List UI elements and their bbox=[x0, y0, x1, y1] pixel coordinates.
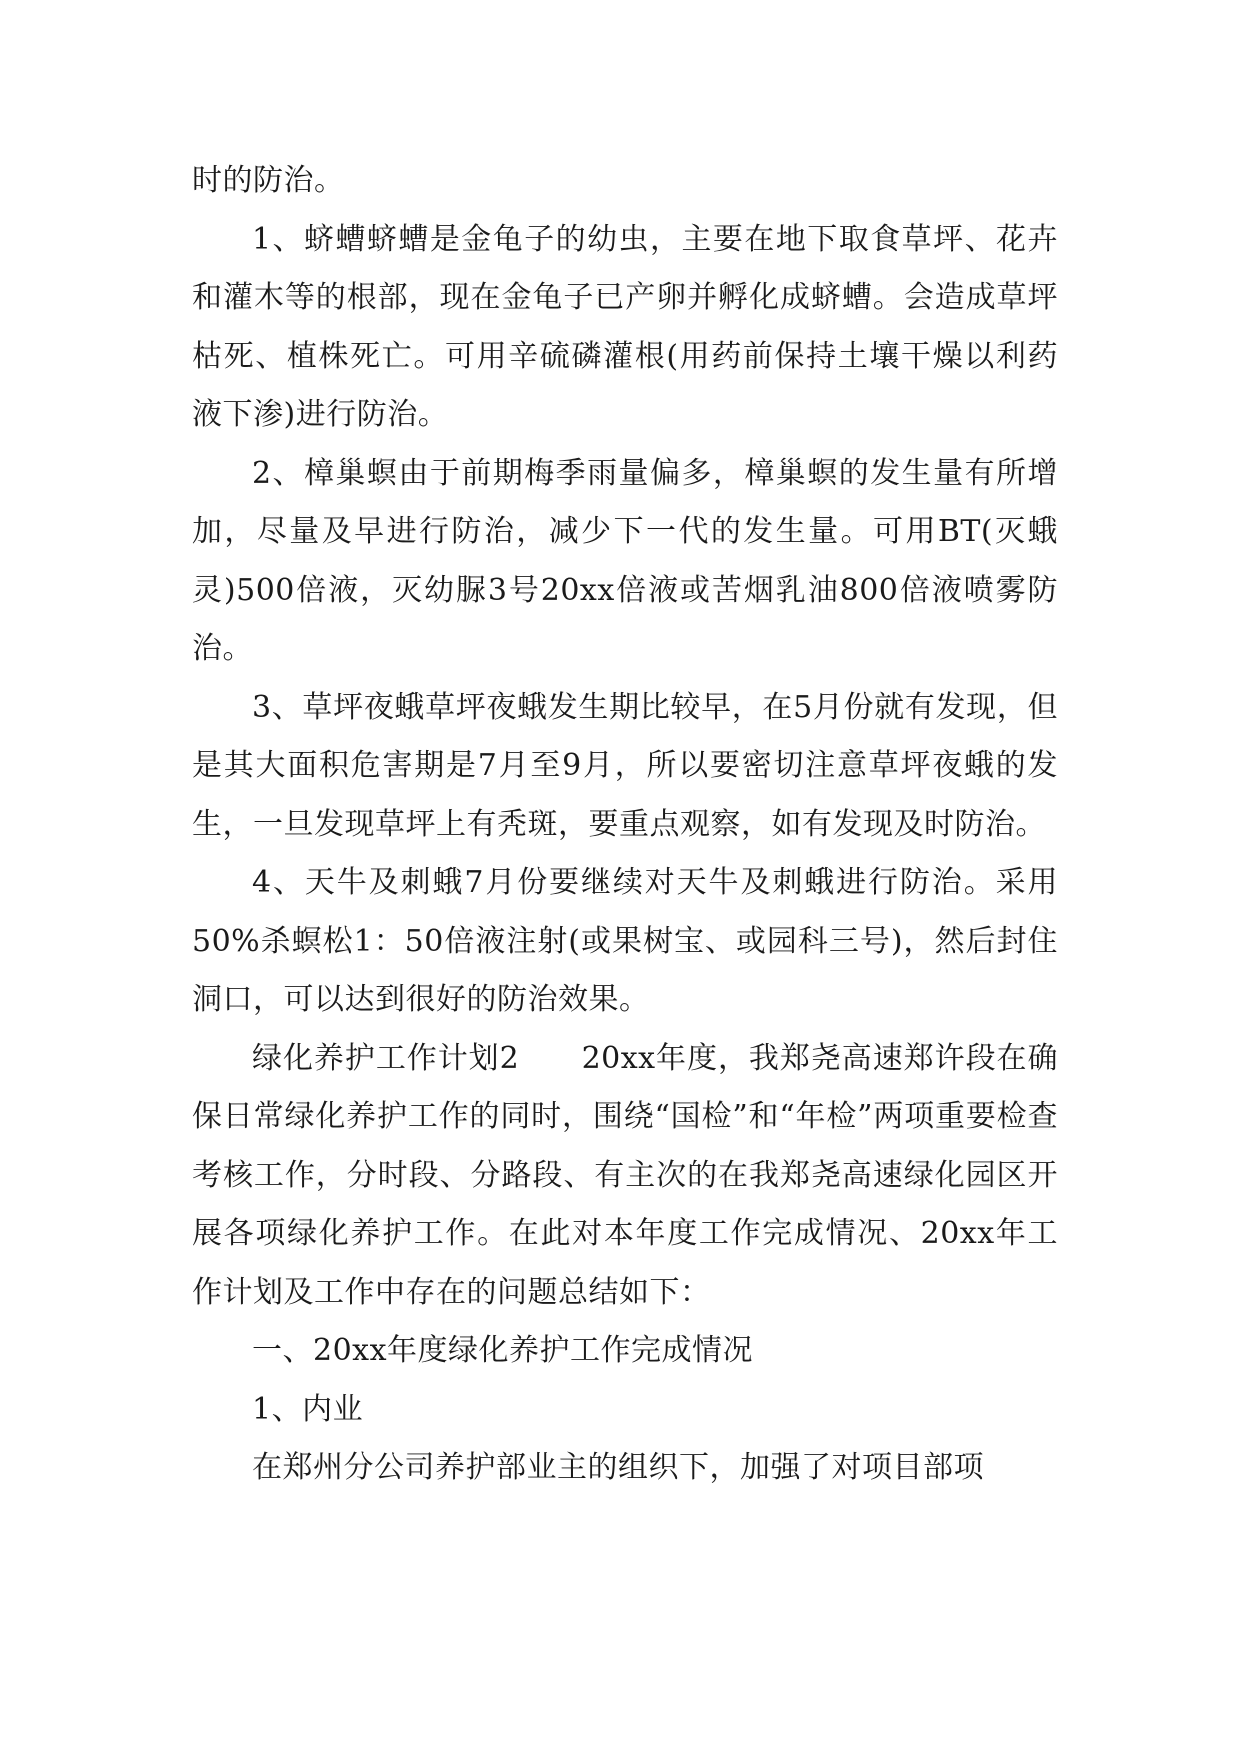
document-body bbox=[192, 152, 1058, 1498]
paragraph-internal-work: 在郑州分公司养护部业主的组织下，加强了对项目部项 bbox=[252, 1450, 984, 1485]
subsection-heading: 1、内业 bbox=[252, 1391, 364, 1427]
paragraph-plan-intro: 绿化养护工作计划2 20xx年度，我郑尧高速郑许段在确保日常绿化养护工作的同时，围绕“国检”和“年检”两项重要检查考核工作，分时段、分路段、有主次的在我郑尧高速绿化园区开展各项绿化养护工作。在此对本年度工作完成情况、20xx年工作计划及工作中存在的问题总结如下： bbox=[192, 1040, 1058, 1310]
section-heading: 一、20xx年度绿化养护工作完成情况 bbox=[252, 1333, 754, 1368]
paragraph-camphor-moth: 2、樟巢螟由于前期梅季雨量偏多，樟巢螟的发生量有所增加，尽量及早进行防治，减少下一代的发生量。可用BT(灭蛾灵)500倍液，灭幼脲3号20xx倍液或苦烟乳油800倍液喷雾防治。 bbox=[192, 455, 1058, 666]
paragraph-grub: 1、蛴螬蛴螬是金龟子的幼虫，主要在地下取食草坪、花卉和灌木等的根部，现在金龟子已产卵并孵化成蛴螬。会造成草坪枯死、植株死亡。可用辛硫磷灌根(用药前保持土壤干燥以利药液下渗)进行防治。 bbox=[192, 221, 1058, 432]
paragraph-longhorn-beetle: 4、天牛及刺蛾7月份要继续对天牛及刺蛾进行防治。采用50%杀螟松1：50倍液注射(或果树宝、或园科三号)，然后封住洞口，可以达到很好的防治效果。 bbox=[192, 865, 1058, 1017]
paragraph-lawn-armyworm: 3、草坪夜蛾草坪夜蛾发生期比较早，在5月份就有发现，但是其大面积危害期是7月至9月，所以要密切注意草坪夜蛾的发生，一旦发现草坪上有秃斑，要重点观察，如有发现及时防治。 bbox=[192, 689, 1058, 842]
paragraph-continuation: 时的防治。 bbox=[192, 163, 345, 198]
